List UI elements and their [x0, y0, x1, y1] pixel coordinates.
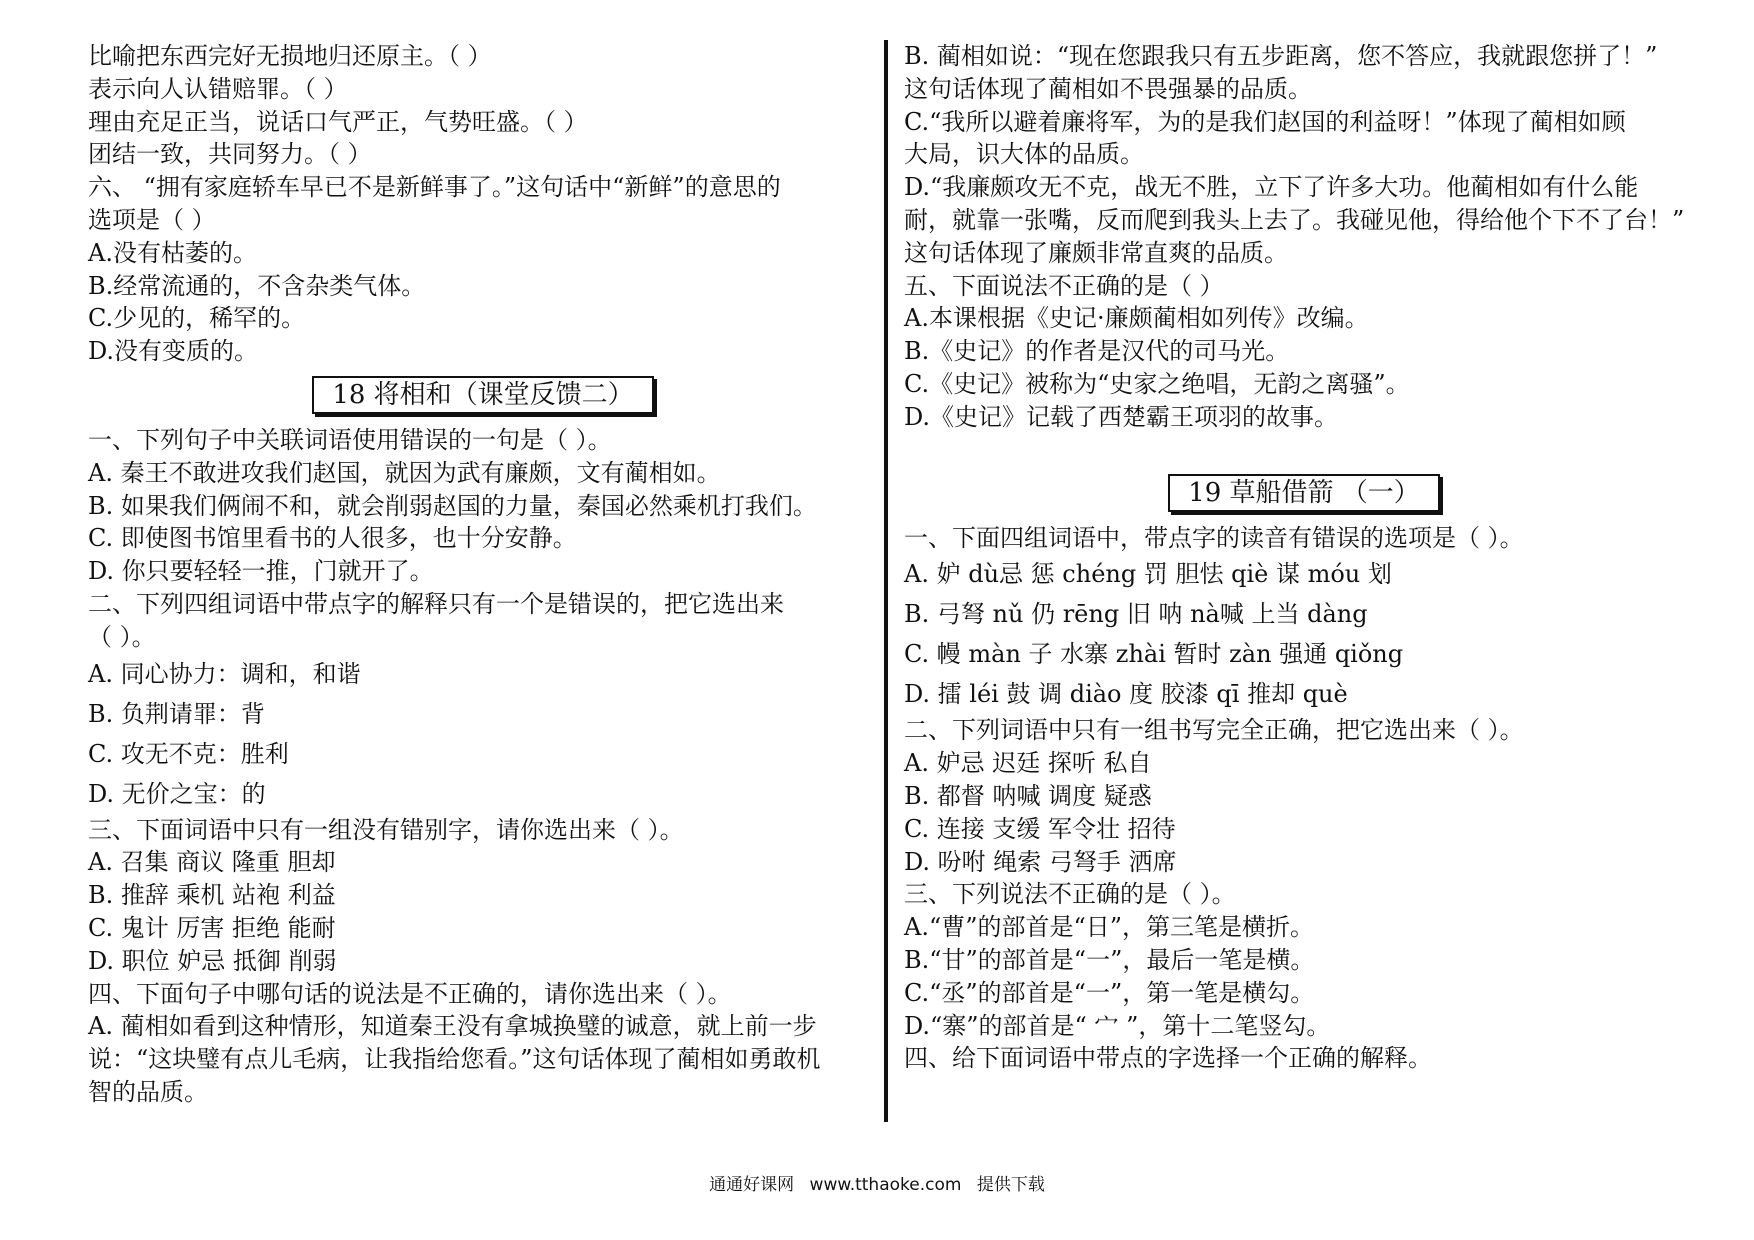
question-line: 六、 “拥有家庭轿车早已不是新鲜事了。”这句话中“新鲜”的意思的 — [88, 173, 781, 202]
option-line: A.本课根据《史记·廉颇蔺相如列传》改编。 — [904, 304, 1369, 333]
option-line: C.“我所以避着廉将军，为的是我们赵国的利益呀！”体现了蔺相如顾 — [904, 107, 1626, 136]
option-line: D. 无价之宝：的 — [88, 779, 266, 808]
option-line: D. 吩咐 绳索 弓弩手 洒席 — [904, 847, 1177, 876]
option-line: B.经常流通的，不含杂类气体。 — [88, 271, 426, 300]
question-line: 三、下面词语中只有一组没有错别字，请你选出来（ ）。 — [88, 815, 684, 844]
question-line: 二、下列词语中只有一组书写完全正确，把它选出来（ ）。 — [904, 716, 1524, 745]
text-line: 理由充足正当，说话口气严正，气势旺盛。（ ） — [88, 107, 588, 136]
option-line: B. 都督 呐喊 调度 疑惑 — [904, 781, 1152, 810]
section-title-19: 19 草船借箭 （一） — [1168, 474, 1440, 512]
option-line: B.《史记》的作者是汉代的司马光。 — [904, 337, 1290, 366]
page-footer — [0, 1170, 1754, 1195]
option-line: C. 鬼计 厉害 拒绝 能耐 — [88, 913, 336, 942]
footer-site-url[interactable]: www.tthaoke.com — [809, 1175, 962, 1195]
section-title-wrap — [88, 376, 878, 414]
option-line: 这句话体现了廉颇非常直爽的品质。 — [904, 238, 1288, 267]
option-line: A. 召集 商议 隆重 胆却 — [88, 848, 336, 877]
pinyin-option-line: C. 幔 màn 子 水寨 zhài 暂时 zàn 强通 qiǒng — [904, 640, 1404, 669]
option-line: 说：“这块璧有点儿毛病，让我指给您看。”这句话体现了蔺相如勇敢机 — [88, 1045, 821, 1074]
left-section-block — [88, 424, 878, 1109]
question-line: 一、下面四组词语中，带点字的读音有错误的选项是（ ）。 — [904, 523, 1524, 552]
option-line: D.《史记》记载了西楚霸王项羽的故事。 — [904, 402, 1339, 431]
footer-site-name: 通通好课网 — [709, 1175, 795, 1195]
text-line: 表示向人认错赔罪。（ ） — [88, 74, 348, 103]
question-line: 四、给下面词语中带点的字选择一个正确的解释。 — [904, 1044, 1432, 1073]
option-line: C. 攻无不克：胜利 — [88, 739, 289, 768]
left-column — [88, 40, 878, 1109]
pinyin-option-line: D. 擂 léi 鼓 调 diào 度 胶漆 qī 推却 què — [904, 680, 1348, 709]
option-line: D.“寨”的部首是“ 宀 ”，第十二笔竖勾。 — [904, 1011, 1331, 1040]
option-line: B. 负荆请罪：背 — [88, 699, 265, 728]
footer-suffix: 提供下载 — [976, 1175, 1045, 1195]
option-line: B.“甘”的部首是“一”，最后一笔是横。 — [904, 945, 1315, 974]
question-line: （ ）。 — [88, 622, 156, 651]
option-line: 耐，就靠一张嘴，反而爬到我头上去了。我碰见他，得给他个下不了台！” — [904, 205, 1685, 234]
option-line: C.《史记》被称为“史家之绝唱，无韵之离骚”。 — [904, 369, 1410, 398]
option-line: C.少见的，稀罕的。 — [88, 304, 306, 333]
option-line: A.“曹”的部首是“日”，第三笔是横折。 — [904, 913, 1315, 942]
option-line: C. 连接 支缓 军令壮 招待 — [904, 814, 1176, 843]
section-title-wrap — [904, 474, 1704, 512]
option-line: 智的品质。 — [88, 1077, 208, 1106]
option-line: B. 推辞 乘机 站袍 利益 — [88, 881, 336, 910]
option-line: 这句话体现了蔺相如不畏强暴的品质。 — [904, 74, 1312, 103]
text-line: 团结一致，共同努力。（ ） — [88, 140, 372, 169]
question-line: 二、下列四组词语中带点字的解释只有一个是错误的，把它选出来 — [88, 589, 784, 618]
question-line: 三、下列说法不正确的是（ ）。 — [904, 880, 1236, 909]
left-top-block — [88, 40, 878, 368]
section-title-18: 18 将相和（课堂反馈二） — [312, 376, 653, 414]
option-line: B. 蔺相如说：“现在您跟我只有五步距离，您不答应，我就跟您拼了！” — [904, 42, 1658, 70]
question-line: 四、下面句子中哪句话的说法是不正确的，请你选出来（ ）。 — [88, 979, 732, 1008]
pinyin-option-line: A. 妒 dù忌 惩 chéng 罚 胆怯 qiè 谋 móu 划 — [904, 560, 1392, 589]
right-section-block — [904, 522, 1704, 1076]
option-line: C. 即使图书馆里看书的人很多，也十分安静。 — [88, 524, 577, 553]
option-line: A. 同心协力：调和，和谐 — [88, 659, 361, 688]
option-line: D. 职位 妒忌 抵御 削弱 — [88, 946, 337, 975]
right-top-block — [904, 40, 1704, 434]
right-column — [904, 40, 1704, 1075]
option-line: B. 如果我们俩闹不和，就会削弱赵国的力量，秦国必然乘机打我们。 — [88, 491, 817, 520]
option-line: C.“丞”的部首是“一”，第一笔是横勾。 — [904, 978, 1315, 1007]
option-line: A. 妒忌 迟廷 探听 私自 — [904, 749, 1152, 778]
column-divider — [884, 40, 888, 1122]
question-line: 五、下面说法不正确的是（ ） — [904, 271, 1224, 300]
question-line: 一、下列句子中关联词语使用错误的一句是（ ）。 — [88, 425, 612, 454]
option-line: D.没有变质的。 — [88, 337, 259, 366]
option-line: A.没有枯萎的。 — [88, 238, 257, 267]
option-line: 大局，识大体的品质。 — [904, 140, 1144, 169]
text-line: 比喻把东西完好无损地归还原主。（ ） — [88, 42, 492, 70]
option-line: D. 你只要轻轻一推，门就开了。 — [88, 557, 434, 586]
option-line: A. 秦王不敢进攻我们赵国，就因为武有廉颇，文有蔺相如。 — [88, 458, 721, 487]
question-line: 选项是（ ） — [88, 205, 216, 234]
option-line: D.“我廉颇攻无不克，战无不胜，立下了许多大功。他蔺相如有什么能 — [904, 173, 1639, 202]
pinyin-option-line: B. 弓弩 nǔ 仍 rēng 旧 呐 nà喊 上当 dàng — [904, 600, 1368, 629]
option-line: A. 蔺相如看到这种情形，知道秦王没有拿城换璧的诚意，就上前一步 — [88, 1012, 817, 1041]
